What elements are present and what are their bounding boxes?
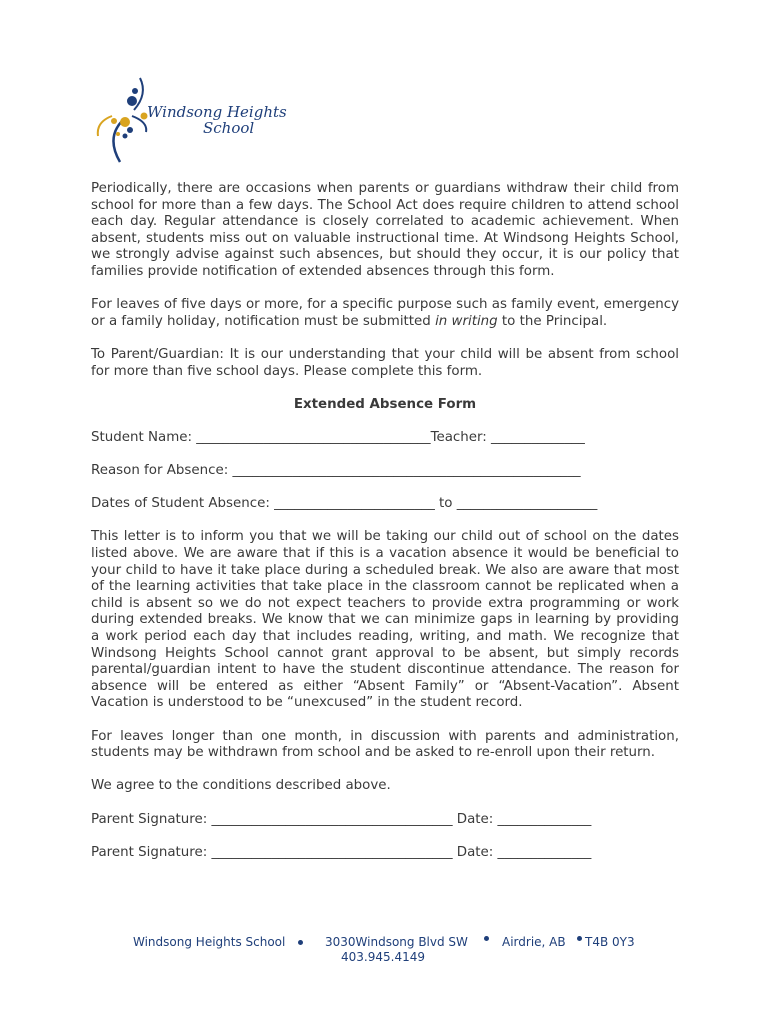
logo-line-2: School bbox=[203, 119, 255, 137]
agreement-text: We agree to the conditions described above. bbox=[91, 778, 391, 794]
footer-address-row bbox=[0, 935, 770, 950]
intro-paragraph: Periodically, there are occasions when parents or guardians withdraw their child from school for more than a few days. The School Act does require children to attend school each day. Regular attendance is closely correlated to academic achievement. When absent, students miss out on valuable instructional time. At Windsong Heights School, we strongly advise against such absences, but should they occur, it is our policy that families provide notification of extended absences through this form. bbox=[91, 181, 679, 279]
bullet-icon bbox=[484, 936, 489, 941]
footer-phone-row bbox=[0, 950, 770, 965]
long-leave-paragraph: For leaves longer than one month, in discussion with parents and administration, students may be withdrawn from school and be asked to re-enroll upon their return. bbox=[91, 728, 679, 761]
in-writing-emphasis: in writing bbox=[435, 313, 498, 329]
parent-guardian-paragraph: To Parent/Guardian: It is our understanding that your child will be absent from school for more than five school days. Please complete this form. bbox=[91, 346, 679, 379]
footer-street: 3030Windsong Blvd SW bbox=[325, 935, 468, 949]
conditions-paragraph: This letter is to inform you that we will be taking our child out of school on the dates listed above. We are aware that if this is a vacation absence it would be beneficial to your child to have it take place during a scheduled break. We also are aware that most of the learning activities that take place in the classroom cannot be replicated when a child is absent so we do not expect teachers to provide extra programming or work during extended breaks. We know that we can minimize gaps in learning by providing a work period each day that includes reading, writing, and math. We recognize that Windsong Heights School cannot grant approval to be absent, but simply records parental/guardian intent to have the student discontinue attendance. The reason for absence will be entered as either “Absent Family” or “Absent-Vacation”. Absent Vacation is understood to be “unexcused” in the student record. bbox=[91, 529, 679, 711]
letter-content bbox=[91, 181, 679, 878]
five-days-text: For leaves of five days or more, for a specific purpose such as family event, emergency or a family holiday, notification must be submitted bbox=[91, 297, 679, 329]
parent-signature-2[interactable]: Parent Signature: ____________________________________ Date: ______________ bbox=[91, 844, 592, 860]
reason-field[interactable]: Reason for Absence: ____________________________________________________ bbox=[91, 463, 581, 479]
school-logo bbox=[92, 76, 312, 168]
form-title: Extended Absence Form bbox=[293, 396, 477, 412]
five-days-paragraph bbox=[91, 297, 679, 330]
five-days-text-end: to the Principal. bbox=[497, 313, 608, 329]
footer bbox=[0, 935, 770, 965]
logo-figure-icon bbox=[92, 76, 152, 168]
footer-city: Airdrie, AB bbox=[502, 935, 566, 949]
parent-signature-1[interactable]: Parent Signature: ____________________________________ Date: ______________ bbox=[91, 811, 592, 827]
student-name-field[interactable]: Student Name: ___________________________________Teacher: ______________ bbox=[91, 429, 585, 445]
footer-phone: 403.945.4149 bbox=[341, 950, 425, 964]
footer-postal: T4B 0Y3 bbox=[585, 935, 635, 949]
logo-line-1: Windsong Heights bbox=[147, 103, 287, 121]
bullet-icon bbox=[577, 936, 582, 941]
bullet-icon bbox=[298, 940, 303, 945]
dates-field[interactable]: Dates of Student Absence: ________________________ to _____________________ bbox=[91, 496, 598, 512]
footer-school-name: Windsong Heights School bbox=[133, 935, 286, 949]
logo-wordmark bbox=[147, 104, 287, 136]
